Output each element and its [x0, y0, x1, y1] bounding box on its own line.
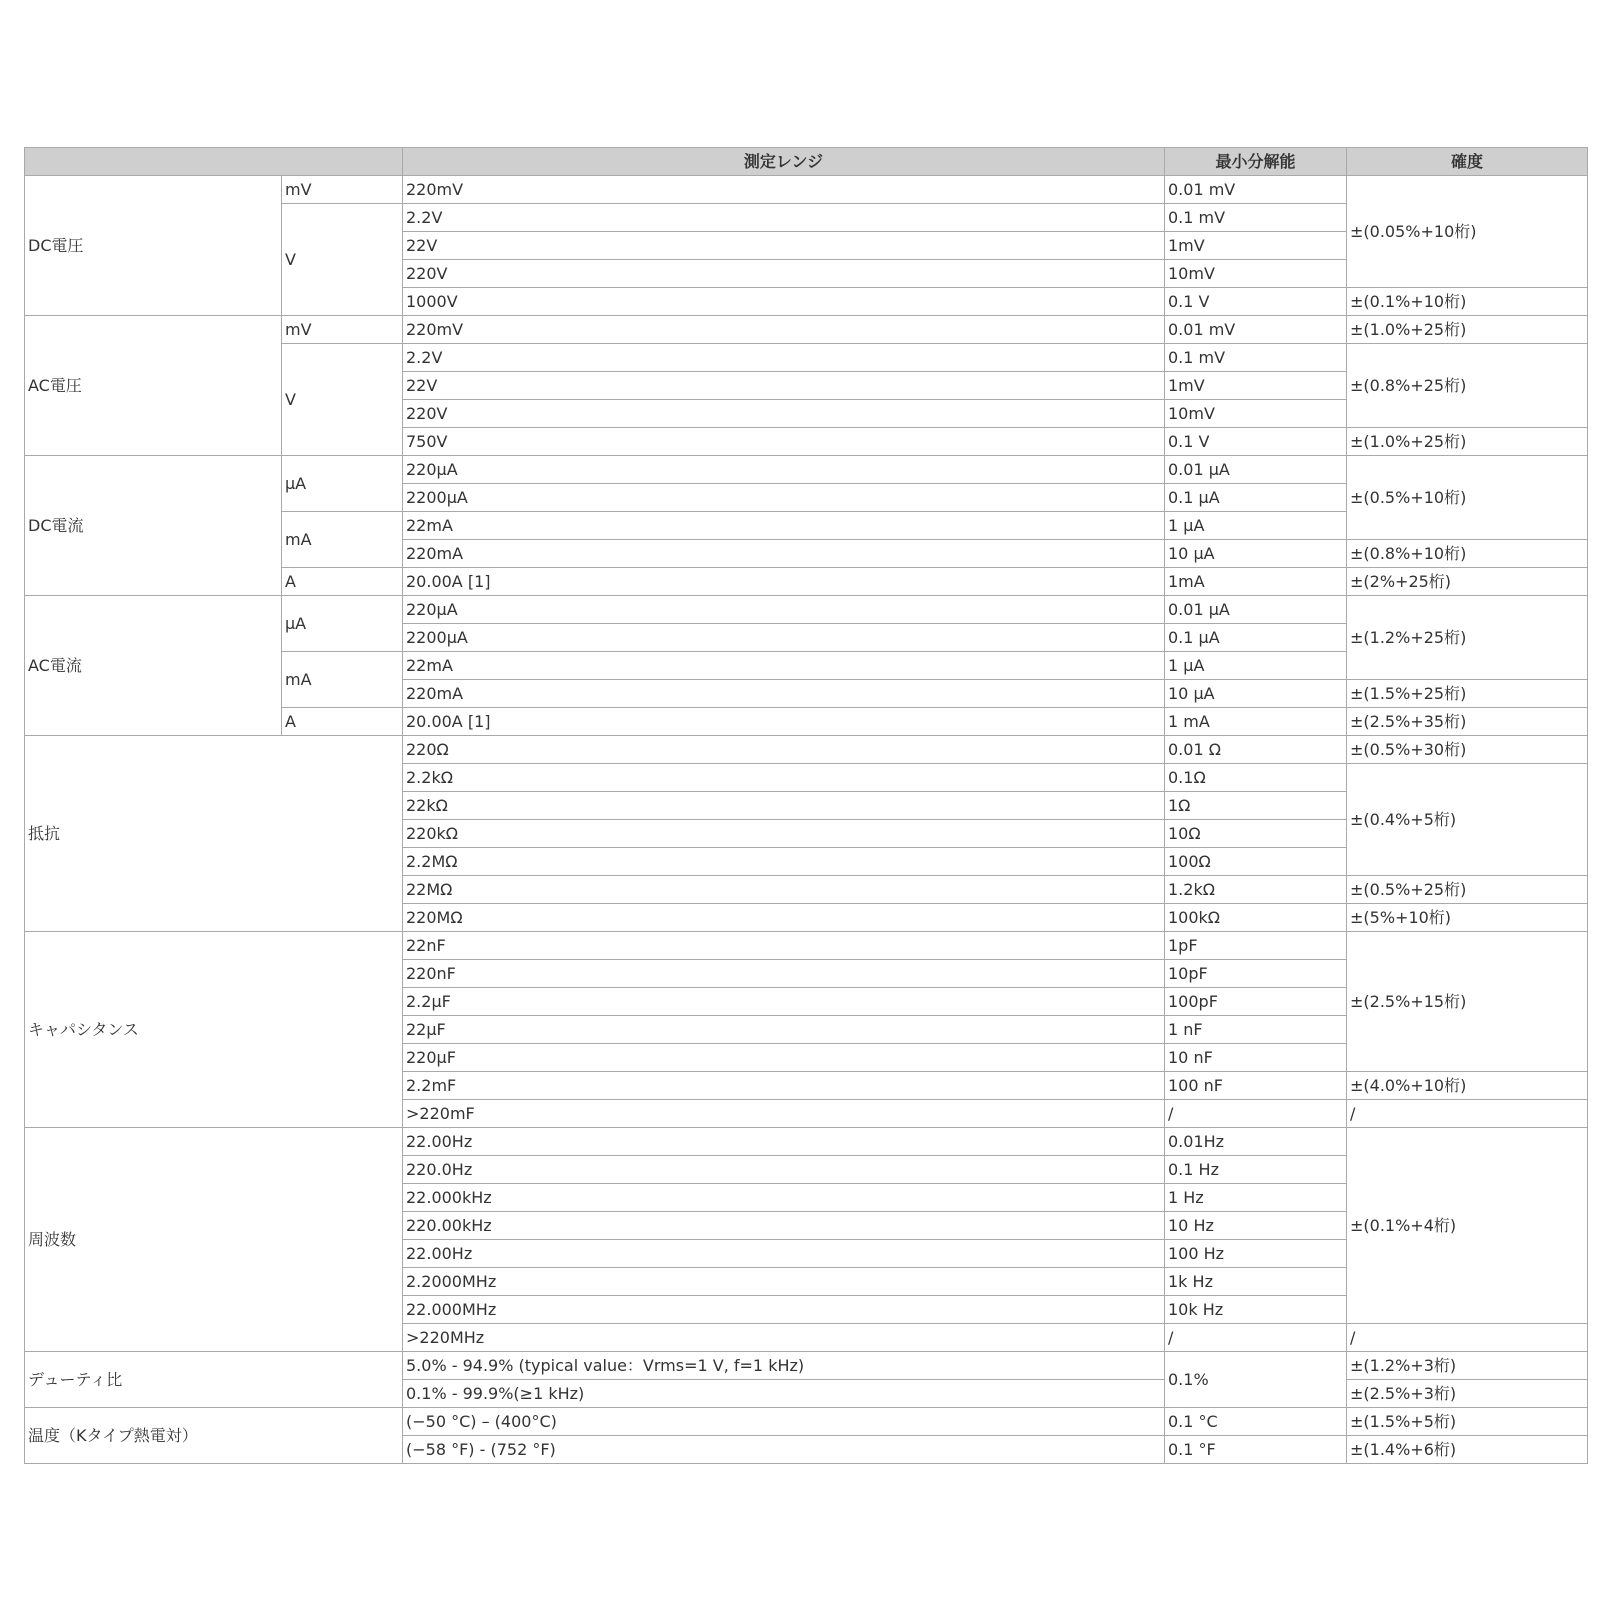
resolution-cell: /: [1165, 1324, 1347, 1352]
range-cell: 22.000kHz: [403, 1184, 1165, 1212]
resolution-cell: 10 μA: [1165, 540, 1347, 568]
resolution-cell: 1mV: [1165, 232, 1347, 260]
resolution-cell: 1mV: [1165, 372, 1347, 400]
unit-cell: μA: [282, 456, 403, 512]
range-cell: 2.2V: [403, 344, 1165, 372]
accuracy-cell: ±(0.8%+10桁): [1347, 540, 1588, 568]
header-range: 測定レンジ: [403, 148, 1165, 176]
range-cell: (−50 °C) – (400°C): [403, 1408, 1165, 1436]
range-cell: 2200μA: [403, 484, 1165, 512]
resolution-cell: 100 Hz: [1165, 1240, 1347, 1268]
resolution-cell: 10pF: [1165, 960, 1347, 988]
range-cell: 2.2mF: [403, 1072, 1165, 1100]
range-cell: 22kΩ: [403, 792, 1165, 820]
header-accuracy: 確度: [1347, 148, 1588, 176]
accuracy-cell: ±(4.0%+10桁): [1347, 1072, 1588, 1100]
resolution-cell: 1 μA: [1165, 512, 1347, 540]
resolution-cell: 0.01 mV: [1165, 316, 1347, 344]
table-row: [25, 1128, 1588, 1156]
accuracy-cell: ±(0.1%+10桁): [1347, 288, 1588, 316]
accuracy-cell: ±(0.5%+25桁): [1347, 876, 1588, 904]
resolution-cell: 100pF: [1165, 988, 1347, 1016]
unit-cell: mV: [282, 176, 403, 204]
resolution-cell: 0.01 μA: [1165, 596, 1347, 624]
resolution-cell: 0.1 °C: [1165, 1408, 1347, 1436]
resolution-cell: 0.1 mV: [1165, 344, 1347, 372]
category-cell: AC電圧: [25, 316, 282, 456]
header-row: [25, 148, 1588, 176]
range-cell: 220mV: [403, 316, 1165, 344]
resolution-cell: 1Ω: [1165, 792, 1347, 820]
resolution-cell: 0.1 V: [1165, 428, 1347, 456]
resolution-cell: 0.01 μA: [1165, 456, 1347, 484]
resolution-cell: 0.1Ω: [1165, 764, 1347, 792]
category-cell: DC電圧: [25, 176, 282, 316]
category-cell: デューティ比: [25, 1352, 403, 1408]
resolution-cell: 0.01Hz: [1165, 1128, 1347, 1156]
accuracy-cell: /: [1347, 1324, 1588, 1352]
accuracy-cell: ±(1.4%+6桁): [1347, 1436, 1588, 1464]
unit-cell: A: [282, 568, 403, 596]
header-blank: [25, 148, 403, 176]
category-cell: 温度（Kタイプ熱電対）: [25, 1408, 403, 1464]
range-cell: 20.00A [1]: [403, 568, 1165, 596]
table-row: [25, 316, 1588, 344]
resolution-cell: 10mV: [1165, 400, 1347, 428]
range-cell: 220kΩ: [403, 820, 1165, 848]
resolution-cell: 1k Hz: [1165, 1268, 1347, 1296]
accuracy-cell: ±(0.05%+10桁): [1347, 176, 1588, 288]
resolution-cell: 1 nF: [1165, 1016, 1347, 1044]
header-resolution: 最小分解能: [1165, 148, 1347, 176]
range-cell: >220mF: [403, 1100, 1165, 1128]
resolution-cell: 1 mA: [1165, 708, 1347, 736]
accuracy-cell: ±(0.5%+10桁): [1347, 456, 1588, 540]
spec-table: [24, 147, 1588, 1464]
accuracy-cell: ±(2.5%+3桁): [1347, 1380, 1588, 1408]
range-cell: 22.00Hz: [403, 1128, 1165, 1156]
accuracy-cell: ±(1.0%+25桁): [1347, 428, 1588, 456]
accuracy-cell: ±(5%+10桁): [1347, 904, 1588, 932]
accuracy-cell: /: [1347, 1100, 1588, 1128]
accuracy-cell: ±(1.2%+3桁): [1347, 1352, 1588, 1380]
range-cell: 220nF: [403, 960, 1165, 988]
resolution-cell: 1 Hz: [1165, 1184, 1347, 1212]
range-cell: 22μF: [403, 1016, 1165, 1044]
resolution-cell: 0.1 μA: [1165, 484, 1347, 512]
resolution-cell: 10 Hz: [1165, 1212, 1347, 1240]
accuracy-cell: ±(1.0%+25桁): [1347, 316, 1588, 344]
resolution-cell: 0.1 Hz: [1165, 1156, 1347, 1184]
range-cell: 2.2kΩ: [403, 764, 1165, 792]
accuracy-cell: ±(1.5%+25桁): [1347, 680, 1588, 708]
resolution-cell: 10 nF: [1165, 1044, 1347, 1072]
category-cell: キャパシタンス: [25, 932, 403, 1128]
table-body: [25, 176, 1588, 1464]
range-cell: 220.0Hz: [403, 1156, 1165, 1184]
range-cell: 22V: [403, 232, 1165, 260]
table-row: [25, 932, 1588, 960]
category-cell: 周波数: [25, 1128, 403, 1352]
table-row: [25, 736, 1588, 764]
range-cell: 22mA: [403, 652, 1165, 680]
accuracy-cell: ±(0.8%+25桁): [1347, 344, 1588, 428]
range-cell: 22.000MHz: [403, 1296, 1165, 1324]
table-row: [25, 456, 1588, 484]
range-cell: 220μF: [403, 1044, 1165, 1072]
table-row: [25, 176, 1588, 204]
resolution-cell: /: [1165, 1100, 1347, 1128]
range-cell: 2200μA: [403, 624, 1165, 652]
range-cell: 20.00A [1]: [403, 708, 1165, 736]
range-cell: 220mA: [403, 680, 1165, 708]
resolution-cell: 0.1 °F: [1165, 1436, 1347, 1464]
range-cell: (−58 °F) - (752 °F): [403, 1436, 1165, 1464]
resolution-cell: 0.01 mV: [1165, 176, 1347, 204]
resolution-cell: 10 μA: [1165, 680, 1347, 708]
range-cell: 2.2V: [403, 204, 1165, 232]
unit-cell: mV: [282, 316, 403, 344]
category-cell: DC電流: [25, 456, 282, 596]
accuracy-cell: ±(0.1%+4桁): [1347, 1128, 1588, 1324]
range-cell: 220.00kHz: [403, 1212, 1165, 1240]
table-row: [25, 1408, 1588, 1436]
range-cell: 2.2MΩ: [403, 848, 1165, 876]
category-cell: AC電流: [25, 596, 282, 736]
accuracy-cell: ±(1.5%+5桁): [1347, 1408, 1588, 1436]
accuracy-cell: ±(2.5%+35桁): [1347, 708, 1588, 736]
range-cell: 220Ω: [403, 736, 1165, 764]
range-cell: 220MΩ: [403, 904, 1165, 932]
resolution-cell: 10Ω: [1165, 820, 1347, 848]
range-cell: 22V: [403, 372, 1165, 400]
table-row: [25, 596, 1588, 624]
unit-cell: V: [282, 204, 403, 316]
range-cell: 750V: [403, 428, 1165, 456]
range-cell: 0.1% - 99.9%(≥1 kHz): [403, 1380, 1165, 1408]
unit-cell: V: [282, 344, 403, 456]
range-cell: 2.2μF: [403, 988, 1165, 1016]
range-cell: 220mV: [403, 176, 1165, 204]
accuracy-cell: ±(2.5%+15桁): [1347, 932, 1588, 1072]
accuracy-cell: ±(2%+25桁): [1347, 568, 1588, 596]
range-cell: 22MΩ: [403, 876, 1165, 904]
table-header: [25, 148, 1588, 176]
range-cell: 5.0% - 94.9% (typical value：Vrms=1 V, f=1 kHz): [403, 1352, 1165, 1380]
resolution-cell: 1.2kΩ: [1165, 876, 1347, 904]
range-cell: 220V: [403, 400, 1165, 428]
resolution-cell: 10k Hz: [1165, 1296, 1347, 1324]
range-cell: 220mA: [403, 540, 1165, 568]
accuracy-cell: ±(0.4%+5桁): [1347, 764, 1588, 876]
range-cell: 220μA: [403, 596, 1165, 624]
resolution-cell: 1mA: [1165, 568, 1347, 596]
unit-cell: mA: [282, 652, 403, 708]
resolution-cell: 100Ω: [1165, 848, 1347, 876]
resolution-cell: 100 nF: [1165, 1072, 1347, 1100]
accuracy-cell: ±(1.2%+25桁): [1347, 596, 1588, 680]
unit-cell: μA: [282, 596, 403, 652]
resolution-cell: 1 μA: [1165, 652, 1347, 680]
range-cell: 22mA: [403, 512, 1165, 540]
resolution-cell: 0.1%: [1165, 1352, 1347, 1408]
resolution-cell: 0.1 V: [1165, 288, 1347, 316]
accuracy-cell: ±(0.5%+30桁): [1347, 736, 1588, 764]
range-cell: 22nF: [403, 932, 1165, 960]
range-cell: 2.2000MHz: [403, 1268, 1165, 1296]
resolution-cell: 0.01 Ω: [1165, 736, 1347, 764]
resolution-cell: 10mV: [1165, 260, 1347, 288]
range-cell: >220MHz: [403, 1324, 1165, 1352]
category-cell: 抵抗: [25, 736, 403, 932]
resolution-cell: 0.1 mV: [1165, 204, 1347, 232]
resolution-cell: 0.1 μA: [1165, 624, 1347, 652]
range-cell: 220μA: [403, 456, 1165, 484]
range-cell: 220V: [403, 260, 1165, 288]
table-row: [25, 1352, 1588, 1380]
unit-cell: mA: [282, 512, 403, 568]
resolution-cell: 1pF: [1165, 932, 1347, 960]
range-cell: 22.00Hz: [403, 1240, 1165, 1268]
unit-cell: A: [282, 708, 403, 736]
range-cell: 1000V: [403, 288, 1165, 316]
resolution-cell: 100kΩ: [1165, 904, 1347, 932]
